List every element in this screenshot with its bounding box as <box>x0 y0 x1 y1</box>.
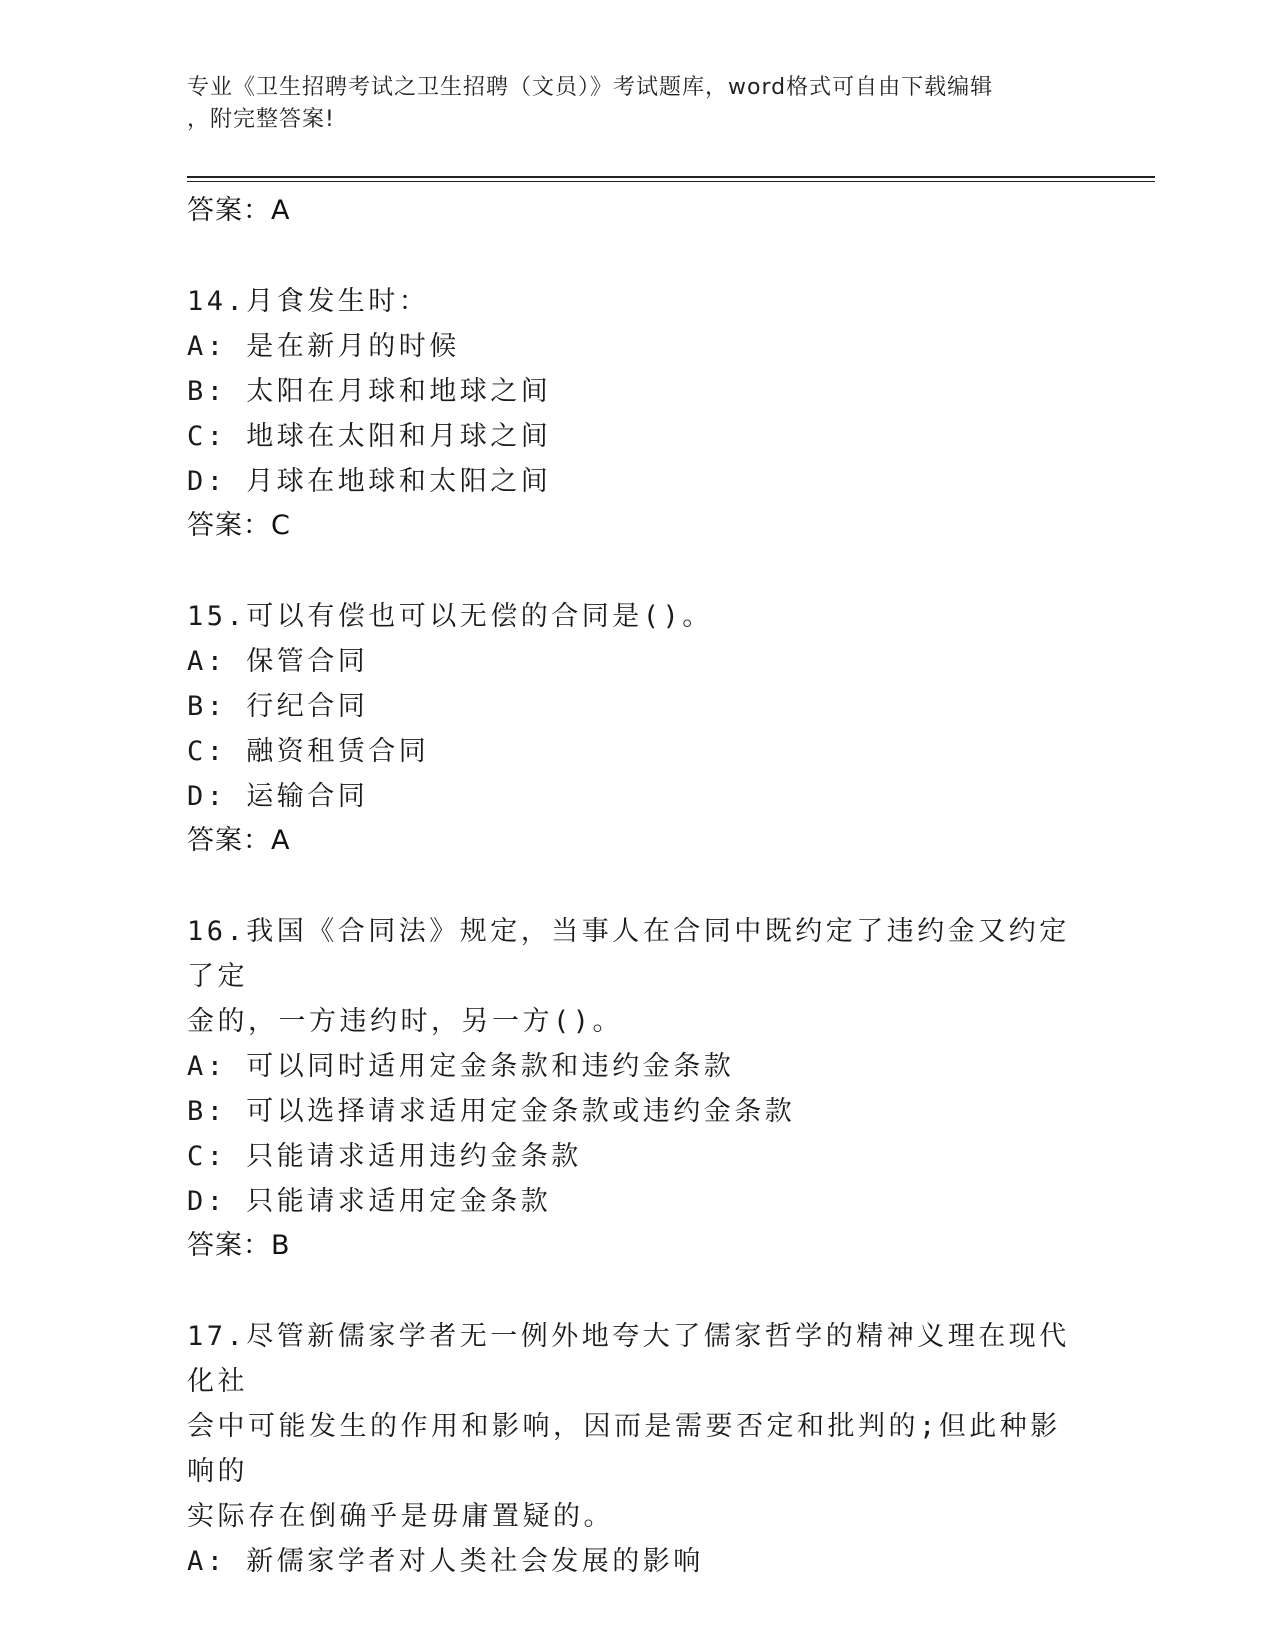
question-stem-line: 17.尽管新儒家学者无一例外地夸大了儒家哲学的精神义理在现代化社 <box>187 1321 1070 1397</box>
question-stem-line: 会中可能发生的作用和影响，因而是需要否定和批判的;但此种影响的 <box>187 1411 1061 1487</box>
option-a: A: 是在新月的时候 <box>187 331 460 362</box>
question-16 <box>187 909 1087 1268</box>
header-line-1: 专业《卫生招聘考试之卫生招聘（文员）》考试题库，word格式可自由下载编辑 <box>187 75 994 100</box>
answer-label: 答案：A <box>187 825 291 856</box>
question-stem-line: 金的，一方违约时，另一方()。 <box>187 1006 624 1037</box>
answer-label: 答案：B <box>187 1230 291 1261</box>
option-b: B: 行纪合同 <box>187 691 369 722</box>
question-list <box>187 189 1087 1584</box>
option-d: D: 只能请求适用定金条款 <box>187 1186 552 1217</box>
option-a: A: 可以同时适用定金条款和违约金条款 <box>187 1051 735 1082</box>
option-a: A: 保管合同 <box>187 646 369 677</box>
question-stem: 14.月食发生时： <box>187 286 430 317</box>
answer-label: 答案：C <box>187 510 291 541</box>
option-d: D: 运输合同 <box>187 781 369 812</box>
option-a: A: 新儒家学者对人类社会发展的影响 <box>187 1546 704 1577</box>
option-b: B: 可以选择请求适用定金条款或违约金条款 <box>187 1096 796 1127</box>
option-c: C: 融资租赁合同 <box>187 736 430 767</box>
question-stem: 15.可以有偿也可以无偿的合同是()。 <box>187 601 713 632</box>
header-divider-thin <box>187 181 1155 182</box>
question-15 <box>187 594 1087 863</box>
document-header <box>187 72 1067 136</box>
option-c: C: 地球在太阳和月球之间 <box>187 421 552 452</box>
question-14 <box>187 279 1087 548</box>
question-stem-line: 16.我国《合同法》规定，当事人在合同中既约定了违约金又约定了定 <box>187 916 1070 992</box>
header-line-2: ，附完整答案! <box>187 107 335 132</box>
header-divider-thick <box>187 176 1155 178</box>
option-b: B: 太阳在月球和地球之间 <box>187 376 552 407</box>
option-d: D: 月球在地球和太阳之间 <box>187 466 552 497</box>
question-stem-line: 实际存在倒确乎是毋庸置疑的。 <box>187 1501 614 1532</box>
option-c: C: 只能请求适用违约金条款 <box>187 1141 582 1172</box>
previous-answer: 答案：A <box>187 195 291 226</box>
question-17 <box>187 1314 1087 1584</box>
